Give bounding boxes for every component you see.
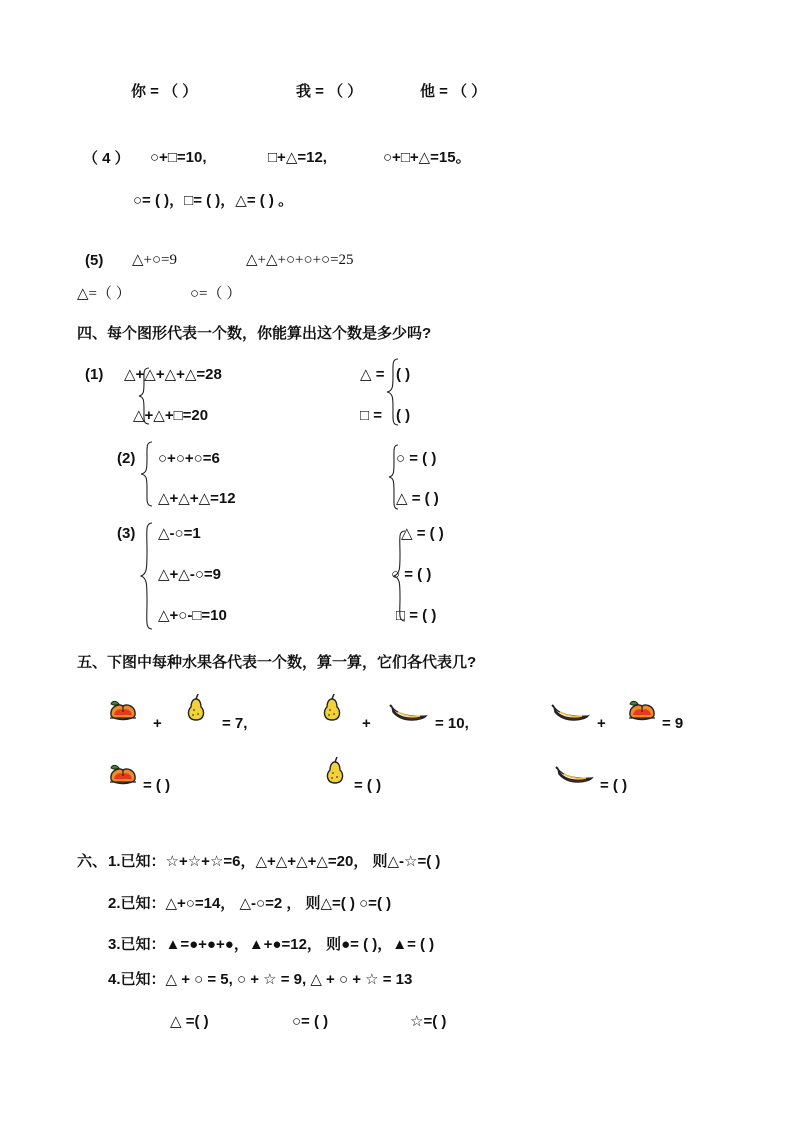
s4-p1-brace [138,367,152,425]
s6-q4-answer-2: ○= ( ) [292,1013,329,1030]
s4-p2-answer-2: △ = ( ) [396,490,439,507]
s4-p3-answer-brace [393,530,407,622]
fruit-eq1-result: = 7, [222,715,248,732]
s4-p1-answer-brace [386,358,400,426]
s4-p3-eq3: △+○-□=10 [158,607,227,624]
fruit-eq2-result: = 10, [435,715,469,732]
section-5-heading: 五、下图中每种水果各代表一个数，算一算，它们各代表几? [77,654,477,671]
s4-p3-label: (3) [117,525,136,542]
problem-4-eq3: ○+□+△=15。 [383,149,471,166]
s4-p3-eq2: △+△-○=9 [158,566,221,583]
equation-ta: 他 = （ ） [420,83,487,100]
problem-5-eq2: △+△+○+○+○=25 [246,252,354,268]
pear-icon [319,693,345,723]
section-4-heading: 四、每个图形代表一个数，你能算出这个数是多少吗? [77,325,432,342]
s6-question-4: 4.已知：△ + ○ = 5, ○ + ☆ = 9, △ + ○ + ☆ = 13 [108,971,413,988]
problem-4-eq1: ○+□=10, [150,149,207,166]
s4-p1-answer-2: □ = [360,407,382,424]
s4-p3-answer-2: ○ = ( ) [391,566,432,583]
s4-p3-brace [140,522,154,630]
s4-p1-label: (1) [85,366,104,383]
banana-icon [389,703,429,723]
s4-p1-answer-1-blank: ( ) [396,366,411,383]
problem-5-eq1: △+○=9 [132,252,178,268]
s4-p1-eq2: △+△+□=20 [133,407,209,424]
equation-wo: 我 = （ ） [296,83,363,100]
problem-5-label: (5) [85,252,104,269]
problem-4-label: （ 4 ） [83,150,130,167]
pear-icon [322,756,348,786]
s4-p1-answer-1: △ = [360,366,385,383]
peach-icon [106,698,140,724]
s4-p2-eq1: ○+○+○=6 [158,450,220,467]
s6-q4-answer-1: △ =( ) [170,1013,209,1030]
s4-p3-answer-1: △ = ( ) [401,525,444,542]
s4-p2-answer-brace [388,444,400,510]
peach-icon [106,762,140,788]
s4-p2-answer-1: ○ = ( ) [396,450,437,467]
fruit-eq2-plus: + [362,715,371,732]
problem-4-eq2: □+△=12, [268,149,327,166]
s6-question-3: 3.已知：▲=●+●+●，▲+●=12， 则●= ( )，▲= ( ) [108,936,435,953]
banana-icon [555,765,595,785]
s4-p1-eq1: △+△+△+△=28 [124,366,222,383]
s4-p2-brace [140,441,154,507]
s4-p2-eq2: △+△+△=12 [158,490,236,507]
fruit-eq3-result: = 9 [662,715,684,732]
fruit-eq1-plus: + [153,715,162,732]
s4-p3-eq1: △-○=1 [158,525,201,542]
pear-answer: = ( ) [354,777,382,794]
s6-q4-answer-3: ☆=( ) [410,1013,447,1030]
s6-question-2: 2.已知：△+○=14， △-○=2 ， 则△=( ) ○=( ) [108,895,392,912]
peach-answer: = ( ) [143,777,171,794]
s4-p1-answer-2-blank: ( ) [396,407,411,424]
problem-5-answer-2: ○=（ ） [190,286,242,302]
problem-5-answer-1: △=（ ） [77,286,131,302]
equation-ni: 你 = （ ） [131,83,198,100]
problem-4-answer: ○= ( )，□= ( )，△= ( ) 。 [133,192,294,209]
banana-answer: = ( ) [600,777,628,794]
peach-icon [625,698,659,724]
fruit-eq3-plus: + [597,715,606,732]
banana-icon [551,703,591,723]
pear-icon [183,693,209,723]
section-6-label: 六、 [77,853,108,870]
s4-p3-answer-3: □ = ( ) [396,607,437,624]
s4-p2-label: (2) [117,450,136,467]
s6-question-1: 1.已知：☆+☆+☆=6，△+△+△+△=20， 则△-☆=( ) [108,853,441,870]
